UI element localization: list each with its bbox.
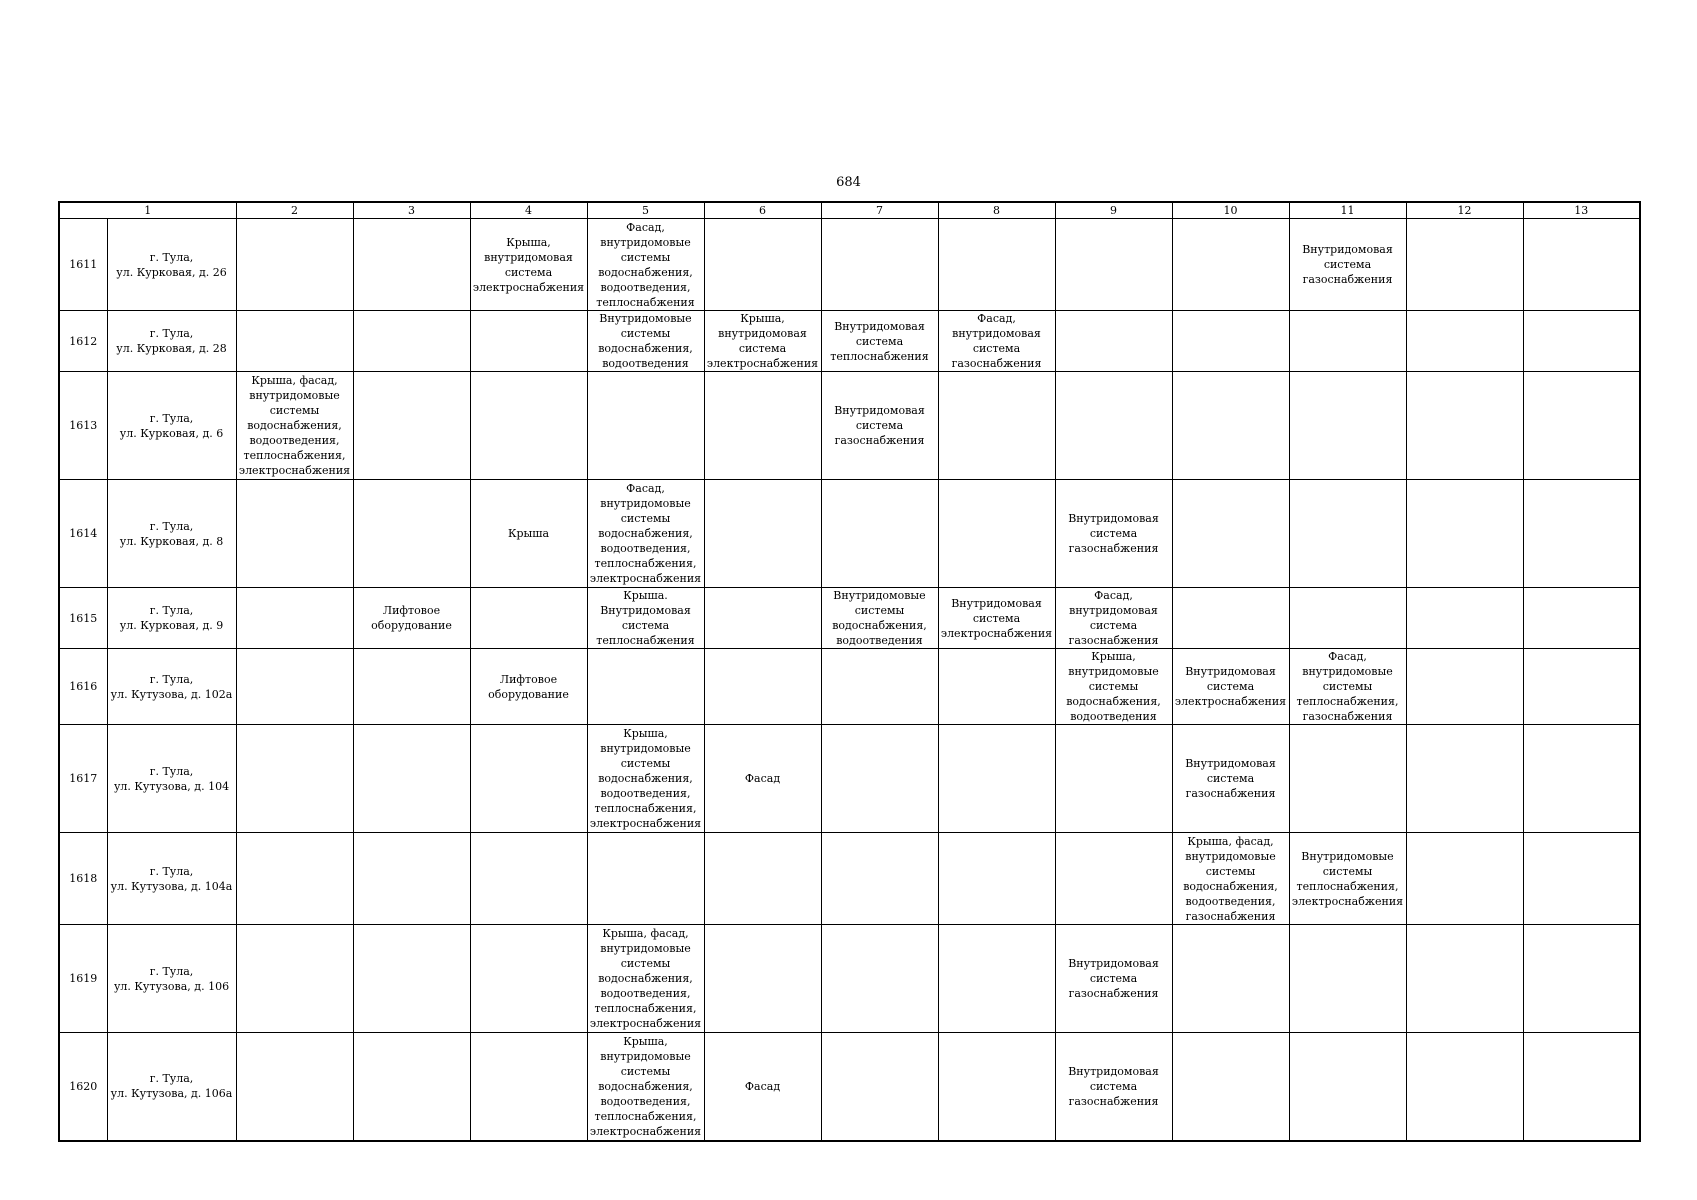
- work-text: Внутридомовые системы теплоснабжения, электроснабжения: [1291, 849, 1404, 908]
- column-header-5: 5: [587, 202, 704, 219]
- work-text: Внутридомовые системы водоснабжения, водоотведения: [832, 589, 927, 647]
- address-cell: [107, 1033, 236, 1141]
- work-cell-col-13: [1523, 480, 1640, 588]
- work-cell-col-2: [236, 480, 353, 588]
- column-header-2: 2: [236, 202, 353, 219]
- address-cell: [107, 725, 236, 833]
- work-cell-col-9: [1055, 1033, 1172, 1141]
- work-cell-col-12: [1406, 219, 1523, 311]
- work-text: Крыша. Внутридомовая система теплоснабжения: [596, 589, 695, 647]
- work-cell-col-2: [236, 925, 353, 1033]
- work-cell-col-2: [236, 649, 353, 725]
- work-cell-col-9: [1055, 833, 1172, 925]
- work-text: Крыша, внутридомовая система электроснабжения: [472, 235, 585, 294]
- work-cell-col-6: [704, 219, 821, 311]
- table-row: [59, 649, 1640, 725]
- address-cell: [107, 480, 236, 588]
- work-cell-col-12: [1406, 311, 1523, 372]
- work-cell-col-6: [704, 925, 821, 1033]
- work-text: Крыша, фасад, внутридомовые системы водоснабжения, водоотведения, газоснабжения: [1183, 834, 1278, 923]
- work-cell-col-3: [353, 372, 470, 480]
- work-cell-col-7: [821, 372, 938, 480]
- work-cell-col-5: [587, 219, 704, 311]
- work-text: Крыша, фасад, внутридомовые системы водоснабжения, водоотведения, теплоснабжения, электроснабжения: [238, 374, 351, 477]
- work-cell-col-2: [236, 1033, 353, 1141]
- work-cell-col-7: [821, 649, 938, 725]
- row-number-cell: 1616: [59, 649, 107, 725]
- table-row: [59, 219, 1640, 311]
- work-cell-col-2: [236, 588, 353, 649]
- work-cell-col-4: [470, 1033, 587, 1141]
- work-cell-col-8: [938, 1033, 1055, 1141]
- work-cell-col-13: [1523, 219, 1640, 311]
- work-cell-col-10: [1172, 833, 1289, 925]
- work-cell-col-10: [1172, 925, 1289, 1033]
- work-cell-col-8: [938, 649, 1055, 725]
- work-text: Внутридомовая система газоснабжения: [1302, 243, 1393, 286]
- work-cell-col-3: [353, 725, 470, 833]
- work-cell-col-3: [353, 480, 470, 588]
- address-cell: [107, 925, 236, 1033]
- work-cell-col-3: [353, 588, 470, 649]
- work-cell-col-5: [587, 480, 704, 588]
- work-cell-col-11: [1289, 219, 1406, 311]
- column-header-8: 8: [938, 202, 1055, 219]
- work-cell-col-13: [1523, 372, 1640, 480]
- address-text: г. Тула, ул. Курковая, д. 6: [119, 411, 224, 440]
- work-cell-col-10: [1172, 1033, 1289, 1141]
- work-cell-col-3: [353, 925, 470, 1033]
- work-cell-col-13: [1523, 833, 1640, 925]
- work-text: Фасад: [744, 1079, 781, 1093]
- work-cell-col-13: [1523, 725, 1640, 833]
- work-text: Внутридомовая система газоснабжения: [1068, 1064, 1159, 1108]
- work-cell-col-8: [938, 219, 1055, 311]
- address-text: г. Тула, ул. Кутузова, д. 106а: [110, 1072, 233, 1101]
- work-cell-col-3: [353, 649, 470, 725]
- work-cell-col-12: [1406, 480, 1523, 588]
- work-cell-col-10: [1172, 219, 1289, 311]
- work-cell-col-9: [1055, 480, 1172, 588]
- table-row: [59, 480, 1640, 588]
- work-cell-col-10: [1172, 311, 1289, 372]
- work-cell-col-7: [821, 833, 938, 925]
- work-cell-col-12: [1406, 372, 1523, 480]
- work-cell-col-11: [1289, 649, 1406, 725]
- work-cell-col-4: [470, 588, 587, 649]
- work-text: Крыша, фасад, внутридомовые системы водоснабжения, водоотведения, теплоснабжения, электроснабжения: [589, 927, 702, 1030]
- work-text: Фасад, внутридомовые системы теплоснабжения, газоснабжения: [1296, 650, 1399, 723]
- address-cell: [107, 833, 236, 925]
- address-text: г. Тула, ул. Курковая, д. 9: [119, 604, 224, 632]
- row-number-cell: 1618: [59, 833, 107, 925]
- work-cell-col-11: [1289, 833, 1406, 925]
- work-text: Внутридомовые системы водоснабжения, водоотведения: [598, 312, 693, 370]
- page-number: 684: [836, 175, 861, 190]
- table-row: [59, 588, 1640, 649]
- row-number-cell: 1611: [59, 219, 107, 311]
- work-cell-col-3: [353, 311, 470, 372]
- table-row: [59, 1033, 1640, 1141]
- work-cell-col-6: [704, 372, 821, 480]
- column-header-6: 6: [704, 202, 821, 219]
- work-cell-col-7: [821, 925, 938, 1033]
- work-cell-col-4: [470, 725, 587, 833]
- row-number-cell: 1619: [59, 925, 107, 1033]
- work-text: Лифтовое оборудование: [371, 604, 452, 632]
- work-text: Фасад, внутридомовая система газоснабжения: [1068, 589, 1159, 647]
- work-cell-col-8: [938, 833, 1055, 925]
- work-cell-col-11: [1289, 588, 1406, 649]
- work-text: Внутридомовая система электроснабжения: [1174, 665, 1287, 708]
- row-number-cell: 1617: [59, 725, 107, 833]
- work-cell-col-6: [704, 311, 821, 372]
- work-cell-col-4: [470, 649, 587, 725]
- work-cell-col-5: [587, 833, 704, 925]
- table-row: [59, 311, 1640, 372]
- work-cell-col-7: [821, 219, 938, 311]
- address-text: г. Тула, ул. Курковая, д. 8: [119, 519, 224, 548]
- work-cell-col-11: [1289, 480, 1406, 588]
- column-header-12: 12: [1406, 202, 1523, 219]
- address-text: г. Тула, ул. Кутузова, д. 104а: [110, 864, 233, 893]
- work-cell-col-11: [1289, 1033, 1406, 1141]
- address-cell: [107, 588, 236, 649]
- column-header-10: 10: [1172, 202, 1289, 219]
- work-cell-col-11: [1289, 311, 1406, 372]
- work-text: Крыша, внутридомовые системы водоснабжения, водоотведения: [1066, 650, 1161, 723]
- work-text: Внутридомовая система электроснабжения: [940, 596, 1053, 640]
- address-text: г. Тула, ул. Курковая, д. 26: [116, 250, 227, 279]
- work-cell-col-2: [236, 311, 353, 372]
- work-text: Внутридомовая система газоснабжения: [834, 404, 925, 447]
- repair-schedule-table: [58, 201, 1641, 1142]
- work-cell-col-2: [236, 219, 353, 311]
- work-cell-col-6: [704, 649, 821, 725]
- work-cell-col-2: [236, 833, 353, 925]
- work-cell-col-5: [587, 372, 704, 480]
- work-cell-col-5: [587, 649, 704, 725]
- work-cell-col-7: [821, 1033, 938, 1141]
- work-text: Лифтовое оборудование: [488, 672, 569, 701]
- work-cell-col-12: [1406, 925, 1523, 1033]
- work-cell-col-10: [1172, 480, 1289, 588]
- work-cell-col-5: [587, 1033, 704, 1141]
- work-text: Фасад, внутридомовая система газоснабжения: [951, 312, 1042, 370]
- work-cell-col-9: [1055, 649, 1172, 725]
- column-header-13: 13: [1523, 202, 1640, 219]
- work-cell-col-5: [587, 925, 704, 1033]
- work-cell-col-11: [1289, 372, 1406, 480]
- table-row: [59, 725, 1640, 833]
- work-cell-col-10: [1172, 725, 1289, 833]
- work-cell-col-4: [470, 833, 587, 925]
- work-cell-col-4: [470, 480, 587, 588]
- address-cell: [107, 649, 236, 725]
- header-row: [59, 202, 1640, 219]
- address-cell: [107, 311, 236, 372]
- work-cell-col-3: [353, 1033, 470, 1141]
- work-text: Крыша: [507, 527, 550, 540]
- work-text: Внутридомовая система теплоснабжения: [830, 319, 929, 363]
- column-header-11: 11: [1289, 202, 1406, 219]
- address-cell: [107, 372, 236, 480]
- table-body: [59, 202, 1640, 1141]
- work-cell-col-8: [938, 588, 1055, 649]
- work-cell-col-9: [1055, 925, 1172, 1033]
- work-cell-col-9: [1055, 311, 1172, 372]
- work-cell-col-8: [938, 925, 1055, 1033]
- work-cell-col-4: [470, 372, 587, 480]
- work-text: Крыша, внутридомовые системы водоснабжения, водоотведения, теплоснабжения, электроснабжения: [589, 727, 702, 830]
- work-cell-col-12: [1406, 649, 1523, 725]
- work-cell-col-5: [587, 725, 704, 833]
- work-cell-col-13: [1523, 588, 1640, 649]
- work-text: Внутридомовая система газоснабжения: [1068, 957, 1159, 1000]
- work-text: Фасад: [744, 772, 781, 785]
- work-cell-col-6: [704, 833, 821, 925]
- work-cell-col-3: [353, 833, 470, 925]
- work-cell-col-13: [1523, 649, 1640, 725]
- work-text: Внутридомовая система газоснабжения: [1068, 512, 1159, 555]
- work-cell-col-6: [704, 1033, 821, 1141]
- work-cell-col-6: [704, 588, 821, 649]
- work-cell-col-12: [1406, 725, 1523, 833]
- work-cell-col-11: [1289, 925, 1406, 1033]
- work-cell-col-7: [821, 588, 938, 649]
- table-row: [59, 925, 1640, 1033]
- work-cell-col-12: [1406, 833, 1523, 925]
- work-text: Фасад, внутридомовые системы водоснабжения, водоотведения, теплоснабжения: [596, 220, 695, 309]
- work-cell-col-5: [587, 588, 704, 649]
- work-cell-col-8: [938, 725, 1055, 833]
- work-cell-col-4: [470, 311, 587, 372]
- row-number-cell: 1612: [59, 311, 107, 372]
- work-cell-col-7: [821, 311, 938, 372]
- column-header-3: 3: [353, 202, 470, 219]
- work-cell-col-10: [1172, 649, 1289, 725]
- column-header-9: 9: [1055, 202, 1172, 219]
- work-cell-col-8: [938, 372, 1055, 480]
- address-text: г. Тула, ул. Курковая, д. 28: [116, 327, 227, 355]
- work-text: Фасад, внутридомовые системы водоснабжения, водоотведения, теплоснабжения, электроснабжения: [589, 482, 702, 585]
- work-cell-col-6: [704, 480, 821, 588]
- work-cell-col-3: [353, 219, 470, 311]
- work-cell-col-9: [1055, 219, 1172, 311]
- address-cell: [107, 219, 236, 311]
- work-cell-col-5: [587, 311, 704, 372]
- work-cell-col-13: [1523, 925, 1640, 1033]
- work-text: Крыша, внутридомовая система электроснабжения: [706, 312, 819, 370]
- work-cell-col-4: [470, 925, 587, 1033]
- address-text: г. Тула, ул. Кутузова, д. 102а: [110, 672, 233, 701]
- work-cell-col-9: [1055, 725, 1172, 833]
- work-cell-col-11: [1289, 725, 1406, 833]
- work-cell-col-12: [1406, 588, 1523, 649]
- row-number-cell: 1615: [59, 588, 107, 649]
- work-text: Крыша, внутридомовые системы водоснабжения, водоотведения, теплоснабжения, электроснабжения: [589, 1034, 702, 1138]
- work-cell-col-9: [1055, 588, 1172, 649]
- work-cell-col-4: [470, 219, 587, 311]
- work-cell-col-12: [1406, 1033, 1523, 1141]
- row-number-cell: 1613: [59, 372, 107, 480]
- work-cell-col-13: [1523, 1033, 1640, 1141]
- row-number-cell: 1614: [59, 480, 107, 588]
- work-cell-col-7: [821, 480, 938, 588]
- work-cell-col-8: [938, 480, 1055, 588]
- table-row: [59, 372, 1640, 480]
- work-cell-col-8: [938, 311, 1055, 372]
- column-header-1: 1: [59, 202, 236, 219]
- work-text: Внутридомовая система газоснабжения: [1185, 757, 1276, 800]
- work-cell-col-10: [1172, 372, 1289, 480]
- work-cell-col-10: [1172, 588, 1289, 649]
- address-text: г. Тула, ул. Кутузова, д. 104: [113, 764, 230, 793]
- column-header-7: 7: [821, 202, 938, 219]
- work-cell-col-13: [1523, 311, 1640, 372]
- work-cell-col-2: [236, 725, 353, 833]
- work-cell-col-2: [236, 372, 353, 480]
- table-row: [59, 833, 1640, 925]
- address-text: г. Тула, ул. Кутузова, д. 106: [113, 964, 230, 993]
- work-cell-col-7: [821, 725, 938, 833]
- work-cell-col-9: [1055, 372, 1172, 480]
- row-number-cell: 1620: [59, 1033, 107, 1141]
- column-header-4: 4: [470, 202, 587, 219]
- work-cell-col-6: [704, 725, 821, 833]
